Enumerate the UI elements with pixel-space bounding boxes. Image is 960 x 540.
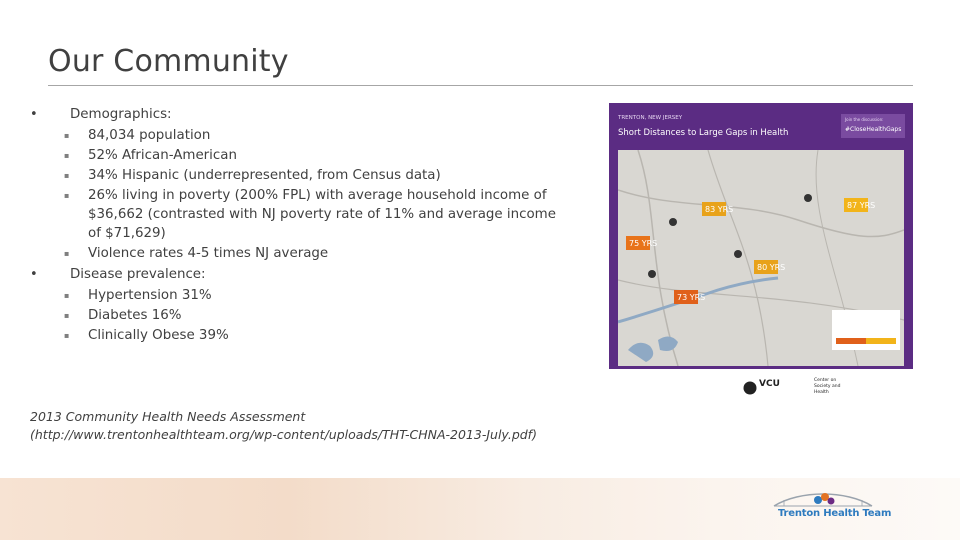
source-title: 2013 Community Health Needs Assessment	[30, 409, 306, 424]
marker-label: 87 YRS	[847, 201, 876, 210]
source-citation	[30, 408, 537, 444]
vcu-logo-icon	[743, 381, 757, 395]
map-area	[618, 150, 904, 366]
hashtag-box	[841, 114, 905, 138]
hashtag: #CloseHealthGaps	[845, 126, 902, 133]
bullet-item: ▪ Hypertension 31%	[30, 286, 570, 305]
source-url: (http://www.trentonhealthteam.org/wp-content/uploads/THT-CHNA-2013-July.pdf)	[30, 427, 537, 442]
vcu-label: VCU	[759, 379, 780, 389]
bullet-item: ▪ 52% African-American	[30, 146, 570, 165]
join-label: Join the discussion:	[845, 117, 884, 122]
bullet-disease-prevalence: • Disease prevalence:	[30, 264, 570, 285]
bullet-demographics: • Demographics:	[30, 104, 570, 125]
bullet-item: ▪ Clinically Obese 39%	[30, 326, 570, 345]
marker-label: 73 YRS	[677, 293, 706, 302]
trenton-health-team-logo	[770, 488, 876, 526]
marker-label: 83 YRS	[705, 205, 734, 214]
bridge-logo-icon	[770, 488, 876, 526]
bullet-list	[30, 104, 570, 346]
logo-text: Trenton Health Team	[778, 508, 892, 519]
map-title: Short Distances to Large Gaps in Health	[618, 128, 789, 138]
bullet-item: ▪ 26% living in poverty (200% FPL) with average household income of $36,662 (contrasted with NJ poverty rate of 11% and average income of $71,629)	[30, 186, 570, 243]
title-divider	[48, 85, 913, 86]
health-gap-map-image	[609, 103, 913, 407]
map-footer	[609, 369, 913, 407]
marker-label: 75 YRS	[629, 239, 658, 248]
bullet-item: ▪ 84,034 population	[30, 126, 570, 145]
map-location: TRENTON, NEW JERSEY	[618, 115, 683, 121]
bullet-item: ▪ Violence rates 4-5 times NJ average	[30, 244, 570, 263]
map-svg	[618, 150, 904, 366]
center-label: Center on Society and Health	[814, 378, 841, 395]
bullet-item: ▪ Diabetes 16%	[30, 306, 570, 325]
marker-label: 80 YRS	[757, 263, 786, 272]
bullet-item: ▪ 34% Hispanic (underrepresented, from Census data)	[30, 166, 570, 185]
slide-title: Our Community	[48, 44, 289, 79]
map-header	[609, 103, 913, 147]
